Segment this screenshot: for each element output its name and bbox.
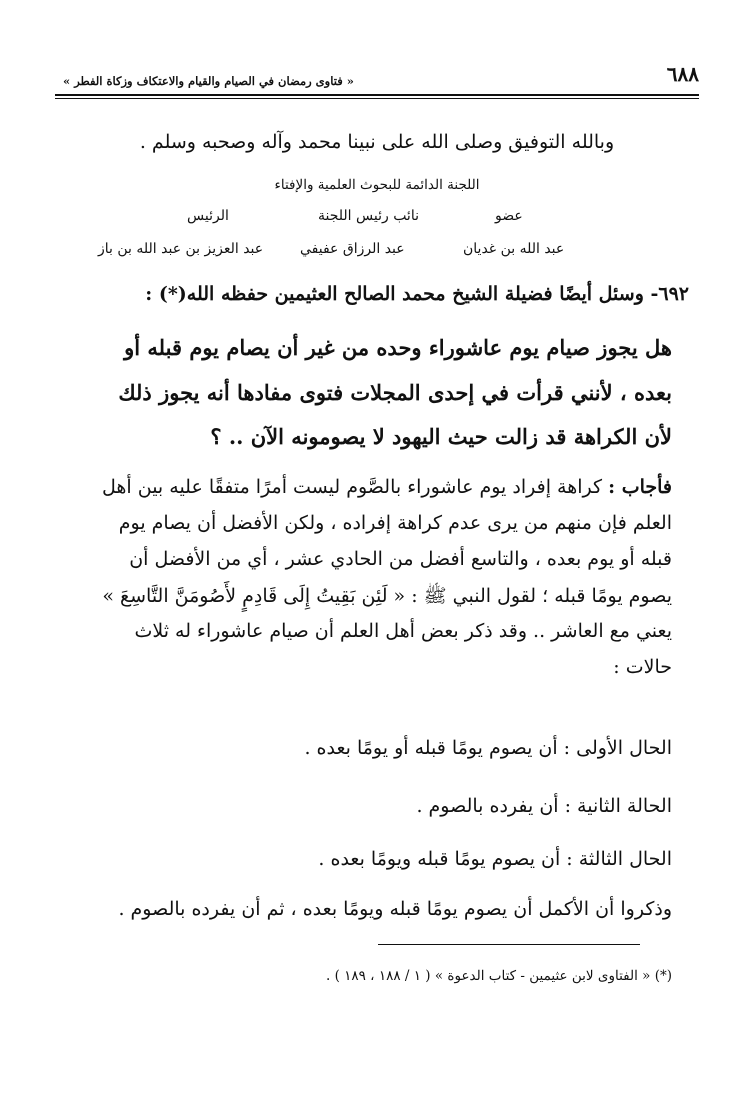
conclusion: وذكروا أن الأكمل أن يصوم يومًا قبله ويومًا بعده ، ثم أن يفرده بالصوم .	[118, 898, 672, 920]
question-line: لأن الكراهة قد زالت حيث اليهود لا يصومونه الآن .. ؟	[210, 424, 672, 449]
answer-line: العلم فإن منهم من يرى عدم كراهة إفراده ، ولكن الأفضل أن يصام يوم	[118, 512, 672, 534]
member-name: عبد الله بن غديان	[463, 241, 565, 257]
case-item: الحال الأولى : أن يصوم يومًا قبله أو يومًا بعده .	[304, 737, 672, 759]
page-number: ٦٨٨	[666, 62, 699, 86]
member-title: عضو	[495, 208, 523, 224]
running-title: « فتاوى رمضان في الصيام والقيام والاعتكاف وزكاة الفطر »	[63, 74, 354, 88]
committee-name: اللجنة الدائمة للبحوث العلمية والإفتاء	[274, 177, 480, 193]
header-rule-thin	[55, 98, 699, 99]
header-rule	[55, 94, 699, 96]
question-line: هل يجوز صيام يوم عاشوراء وحده من غير أن يصام يوم قبله أو	[124, 335, 672, 360]
footnote: (*) « الفتاوى لابن عثيمين - كتاب الدعوة » ( ١ / ١٨٨ ، ١٨٩ ) .	[325, 968, 672, 984]
case-item: الحالة الثانية : أن يفرده بالصوم .	[416, 795, 672, 817]
case-item: الحال الثالثة : أن يصوم يومًا قبله ويومًا بعده .	[318, 848, 672, 870]
footnote-rule	[378, 944, 640, 945]
page-header	[55, 60, 699, 100]
answer-line: حالات :	[613, 656, 672, 678]
answer-line: يصوم يومًا قبله ؛ لقول النبي ﷺ : « لَئِن بَقِيتُ إِلَى قَادِمٍ لأَصُومَنَّ التَّاسِعَ »	[102, 585, 672, 607]
answer-text: كراهة إفراد يوم عاشوراء بالصَّوم ليست أمرًا متفقًا عليه بين أهل	[102, 476, 603, 498]
vice-chair-name: عبد الرزاق عفيفي	[300, 241, 405, 257]
chair-title: الرئيس	[187, 208, 229, 224]
chair-name: عبد العزيز بن عبد الله بن باز	[98, 241, 264, 257]
closing-blessing: وبالله التوفيق وصلى الله على نبينا محمد وآله وصحبه وسلم .	[139, 131, 615, 153]
question-line: بعده ، لأنني قرأت في إحدى المجلات فتوى مفادها أنه يجوز ذلك	[118, 380, 672, 405]
fatwa-heading: ٦٩٢- وسئل أيضًا فضيلة الشيخ محمد الصالح العثيمين حفظه الله(*) :	[145, 283, 689, 305]
answer-line: قبله أو يوم بعده ، والتاسع أفضل من الحادي عشر ، أي من الأفضل أن	[129, 548, 672, 570]
answer-line: يعني مع العاشر .. وقد ذكر بعض أهل العلم أن صيام عاشوراء له ثلاث	[134, 620, 672, 642]
answer-first-line	[102, 476, 672, 498]
answer-label: فأجاب :	[608, 476, 672, 498]
vice-chair-title: نائب رئيس اللجنة	[318, 208, 419, 224]
